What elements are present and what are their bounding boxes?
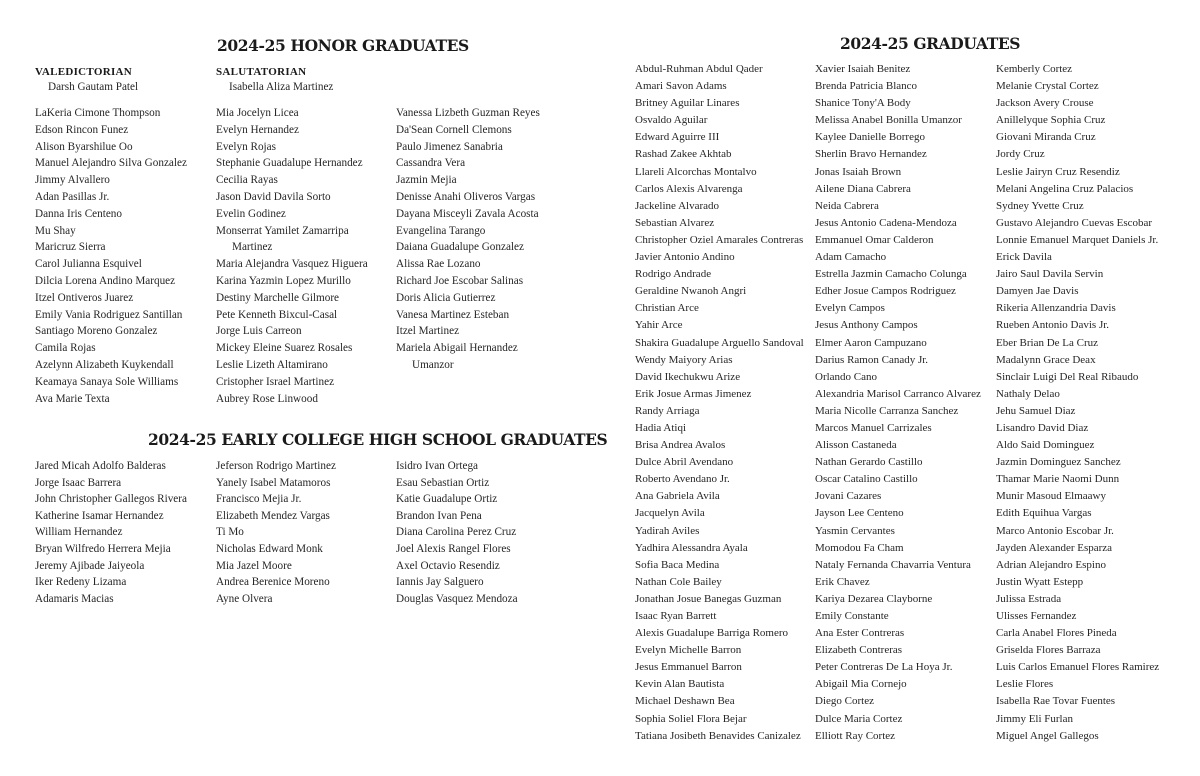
graduate-name: Edson Rincon Funez bbox=[35, 123, 129, 136]
graduate-name: Neida Cabrera bbox=[815, 199, 879, 212]
graduate-name: Camila Rojas bbox=[35, 342, 96, 355]
graduate-name: Douglas Vasquez Mendoza bbox=[396, 592, 518, 605]
graduate-name: David Ikechukwu Arize bbox=[635, 370, 741, 383]
graduate-name: Shanice Tony'A Body bbox=[815, 97, 911, 110]
graduate-name: Nathan Cole Bailey bbox=[635, 575, 722, 588]
graduate-name: Jeferson Rodrigo Martinez bbox=[216, 460, 336, 472]
graduate-name: Katie Guadalupe Ortiz bbox=[396, 493, 498, 506]
graduate-name: Dulce Maria Cortez bbox=[815, 712, 903, 725]
graduate-name: Estrella Jazmin Camacho Colunga bbox=[815, 268, 967, 281]
graduate-name: Evelyn Campos bbox=[815, 302, 885, 315]
graduate-name: Ayne Olvera bbox=[216, 592, 273, 605]
graduate-name: Pete Kenneth Bixcul-Casal bbox=[216, 308, 338, 321]
graduate-name: William Hernandez bbox=[35, 526, 123, 539]
graduate-name: Adamaris Macias bbox=[35, 592, 114, 605]
graduate-name: Diego Cortez bbox=[815, 695, 874, 708]
graduate-name: Jackson Avery Crouse bbox=[996, 97, 1094, 110]
graduate-name: Geraldine Nwanoh Angri bbox=[635, 285, 747, 298]
graduate-name: Katherine Isamar Hernandez bbox=[35, 509, 164, 522]
graduate-name: Gustavo Alejandro Cuevas Escobar bbox=[996, 216, 1153, 229]
early-college-list-column-1 bbox=[35, 458, 187, 607]
graduate-name: Aldo Said Dominguez bbox=[996, 439, 1095, 452]
graduate-name: Azelynn Alizabeth Kuykendall bbox=[35, 358, 174, 371]
graduate-name: Nathan Gerardo Castillo bbox=[815, 456, 923, 469]
graduate-name: Rikeria Allenzandria Davis bbox=[996, 302, 1116, 315]
graduate-name: Rodrigo Andrade bbox=[635, 268, 712, 281]
graduate-name: Leslie Lizeth Altamirano bbox=[216, 358, 328, 371]
graduate-name: Erick Davila bbox=[996, 251, 1052, 264]
graduate-name: Justin Wyatt Estepp bbox=[996, 575, 1084, 588]
graduate-name: Axel Octavio Resendiz bbox=[396, 559, 500, 572]
graduate-name: Sinclair Luigi Del Real Ribaudo bbox=[996, 370, 1139, 383]
graduate-name: Brisa Andrea Avalos bbox=[635, 439, 726, 452]
graduate-name: Elizabeth Contreras bbox=[815, 644, 903, 657]
honor-list-column-1 bbox=[35, 105, 187, 407]
graduate-name: Sophia Soliel Flora Bejar bbox=[635, 712, 747, 725]
graduate-name: Jairo Saul Davila Servin bbox=[996, 268, 1104, 281]
graduate-name: Amari Savon Adams bbox=[635, 80, 727, 93]
graduate-name: Martinez bbox=[232, 241, 273, 254]
graduate-name: Yadirah Aviles bbox=[635, 524, 700, 537]
graduate-name: Evelin Godinez bbox=[216, 207, 286, 220]
graduate-name: John Christopher Gallegos Rivera bbox=[35, 493, 187, 506]
graduate-name: Stephanie Guadalupe Hernandez bbox=[216, 157, 363, 170]
graduate-name: Yadhira Alessandra Ayala bbox=[635, 541, 748, 554]
graduate-name: Jacquelyn Avila bbox=[635, 507, 705, 520]
graduate-name: Doris Alicia Gutierrez bbox=[396, 291, 496, 304]
graduate-name: Francisco Mejia Jr. bbox=[216, 493, 302, 506]
graduate-name: Lisandro David Diaz bbox=[996, 421, 1089, 434]
graduate-name: Peter Contreras De La Hoya Jr. bbox=[815, 661, 953, 674]
graduate-name: Evelyn Rojas bbox=[216, 140, 276, 153]
graduate-name: Jayson Lee Centeno bbox=[815, 507, 904, 520]
graduate-name: Jimmy Alvallero bbox=[35, 174, 110, 187]
graduate-name: Kevin Alan Bautista bbox=[635, 678, 725, 691]
graduate-name: Kaylee Danielle Borrego bbox=[815, 131, 925, 144]
graduate-name: Giovani Miranda Cruz bbox=[996, 131, 1096, 144]
graduate-name: Ailene Diana Cabrera bbox=[815, 182, 911, 195]
graduate-name: Jehu Samuel Diaz bbox=[996, 404, 1076, 417]
graduate-name: Eber Brian De La Cruz bbox=[996, 336, 1099, 349]
graduate-name: Marco Antonio Escobar Jr. bbox=[996, 524, 1114, 537]
graduate-name: Edward Aguirre III bbox=[635, 131, 720, 144]
graduate-name: Sofia Baca Medina bbox=[635, 558, 720, 571]
graduate-name: Lonnie Emanuel Marquet Daniels Jr. bbox=[996, 233, 1159, 246]
graduate-name: Xavier Isaiah Benitez bbox=[815, 63, 911, 75]
graduate-name: Jazmin Dominguez Sanchez bbox=[996, 456, 1121, 469]
graduate-name: Ana Ester Contreras bbox=[815, 627, 905, 640]
honor-list-column-2 bbox=[216, 105, 368, 407]
graduate-name: Marcos Manuel Carrizales bbox=[815, 421, 932, 434]
honor-list-column-3 bbox=[396, 105, 540, 374]
graduate-name: Diana Carolina Perez Cruz bbox=[396, 526, 517, 539]
graduate-name: LaKeria Cimone Thompson bbox=[35, 107, 161, 119]
graduate-name: Emmanuel Omar Calderon bbox=[815, 233, 934, 246]
graduate-name: Isabella Rae Tovar Fuentes bbox=[996, 695, 1116, 708]
graduate-name: Iker Redeny Lizama bbox=[35, 576, 127, 589]
graduate-name: Brandon Ivan Pena bbox=[396, 509, 482, 522]
graduate-name: Jovani Cazares bbox=[815, 490, 882, 503]
graduate-name: Jordy Cruz bbox=[996, 148, 1045, 161]
graduate-name: Aubrey Rose Linwood bbox=[216, 392, 318, 405]
graduate-name: Carla Anabel Flores Pineda bbox=[996, 627, 1117, 640]
graduate-name: Andrea Berenice Moreno bbox=[216, 576, 330, 589]
graduate-name: Santiago Moreno Gonzalez bbox=[35, 325, 158, 338]
graduate-name: Ulisses Fernandez bbox=[996, 610, 1077, 622]
graduate-name: Sherlin Bravo Hernandez bbox=[815, 148, 927, 161]
graduate-name: Abdul-Ruhman Abdul Qader bbox=[635, 63, 763, 75]
graduate-name: Madalynn Grace Deax bbox=[996, 353, 1096, 366]
graduate-name: Jorge Isaac Barrera bbox=[35, 476, 122, 489]
graduate-name: Julissa Estrada bbox=[996, 592, 1062, 605]
graduate-name: Anillelyque Sophia Cruz bbox=[996, 114, 1106, 127]
graduate-name: Leslie Jairyn Cruz Resendiz bbox=[996, 165, 1120, 178]
graduate-name: Adan Pasillas Jr. bbox=[35, 190, 110, 203]
graduate-name: Cecilia Rayas bbox=[216, 174, 278, 187]
graduate-name: Erik Josue Armas Jimenez bbox=[635, 387, 752, 400]
graduate-name: Melani Angelina Cruz Palacios bbox=[996, 182, 1134, 195]
graduate-name: Evelyn Hernandez bbox=[216, 123, 299, 136]
graduate-name: Iannis Jay Salguero bbox=[396, 576, 484, 589]
graduate-name: Nathaly Delao bbox=[996, 387, 1060, 400]
graduate-name: Jonathan Josue Banegas Guzman bbox=[635, 592, 782, 605]
graduate-name: Cristopher Israel Martinez bbox=[216, 375, 335, 388]
graduate-name: Kemberly Cortez bbox=[996, 63, 1073, 75]
graduate-name: Itzel Martinez bbox=[396, 325, 460, 338]
graduate-name: Alexis Guadalupe Barriga Romero bbox=[635, 627, 789, 640]
graduate-name: Vanesa Martinez Esteban bbox=[396, 308, 510, 321]
graduate-name: Isaac Ryan Barrett bbox=[635, 610, 717, 622]
graduate-name: Esau Sebastian Ortiz bbox=[396, 476, 490, 489]
graduate-name: Jesus Emmanuel Barron bbox=[635, 661, 742, 674]
graduate-name: Oscar Catalino Castillo bbox=[815, 473, 918, 486]
graduate-name: Ana Gabriela Avila bbox=[635, 490, 720, 503]
graduates-list-column-1 bbox=[635, 61, 804, 745]
graduate-name: Melissa Anabel Bonilla Umanzor bbox=[815, 114, 962, 127]
graduate-name: Luis Carlos Emanuel Flores Ramirez bbox=[996, 661, 1160, 674]
graduate-name: Cassandra Vera bbox=[396, 157, 466, 170]
graduate-name: Rueben Antonio Davis Jr. bbox=[996, 319, 1110, 332]
graduate-name: Momodou Fa Cham bbox=[815, 541, 904, 554]
honor-graduates-heading: 2024-25 HONOR GRADUATES bbox=[217, 36, 469, 55]
graduate-name: Thamar Marie Naomi Dunn bbox=[996, 473, 1120, 486]
graduate-name: Maricruz Sierra bbox=[35, 241, 106, 254]
graduate-name: Nicholas Edward Monk bbox=[216, 542, 323, 555]
graduate-name: Roberto Avendano Jr. bbox=[635, 473, 730, 486]
graduate-name: Carlos Alexis Alvarenga bbox=[635, 182, 743, 195]
graduate-name: Adrian Alejandro Espino bbox=[996, 558, 1106, 571]
graduate-name: Daiana Guadalupe Gonzalez bbox=[396, 241, 524, 254]
graduate-name: Jazmin Mejia bbox=[396, 174, 457, 187]
graduate-name: Miguel Angel Gallegos bbox=[996, 729, 1099, 742]
graduate-name: Osvaldo Aguilar bbox=[635, 114, 708, 127]
graduate-name: Danna Iris Centeno bbox=[35, 207, 122, 220]
graduate-name: Karina Yazmin Lopez Murillo bbox=[216, 274, 351, 287]
graduate-name: Maria Nicolle Carranza Sanchez bbox=[815, 404, 959, 417]
graduate-name: Edith Equihua Vargas bbox=[996, 507, 1092, 520]
graduate-name: Melanie Crystal Cortez bbox=[996, 80, 1099, 93]
graduate-name: Alexandria Marisol Carranco Alvarez bbox=[815, 387, 981, 400]
salutatorian-name: Isabella Aliza Martinez bbox=[229, 81, 334, 93]
graduate-name: Christian Arce bbox=[635, 302, 699, 315]
graduate-name: Alissa Rae Lozano bbox=[396, 258, 481, 271]
graduate-name: Michael Deshawn Bea bbox=[635, 695, 735, 708]
graduate-name: Griselda Flores Barraza bbox=[996, 644, 1101, 657]
graduate-name: Shakira Guadalupe Arguello Sandoval bbox=[635, 336, 804, 349]
early-college-heading: 2024-25 EARLY COLLEGE HIGH SCHOOL GRADUATES bbox=[148, 430, 608, 449]
salutatorian-label: SALUTATORIAN bbox=[216, 66, 307, 78]
graduate-name: Jeremy Ajibade Jaiyeola bbox=[35, 559, 145, 572]
graduate-name: Elizabeth Mendez Vargas bbox=[216, 509, 330, 522]
graduate-name: Alisson Castaneda bbox=[815, 439, 897, 452]
graduate-name: Jackeline Alvarado bbox=[635, 199, 719, 212]
graduate-name: Itzel Ontiveros Juarez bbox=[35, 291, 134, 304]
valedictorian-label: VALEDICTORIAN bbox=[35, 66, 133, 78]
graduate-name: Kariya Dezarea Clayborne bbox=[815, 592, 933, 605]
graduate-name: Erik Chavez bbox=[815, 575, 870, 588]
graduate-name: Dulce Abril Avendano bbox=[635, 456, 734, 469]
graduate-name: Jason David Davila Sorto bbox=[216, 190, 331, 203]
graduate-name: Sebastian Alvarez bbox=[635, 216, 715, 229]
graduate-name: Bryan Wilfredo Herrera Mejia bbox=[35, 542, 171, 555]
graduate-name: Dayana Misceyli Zavala Acosta bbox=[396, 207, 539, 220]
graduate-name: Denisse Anahi Oliveros Vargas bbox=[396, 190, 536, 203]
graduate-name: Jesus Anthony Campos bbox=[815, 319, 918, 332]
graduate-name: Tatiana Josibeth Benavides Canizalez bbox=[635, 729, 801, 742]
graduate-name: Evelyn Michelle Barron bbox=[635, 644, 742, 657]
graduate-name: Keamaya Sanaya Sole Williams bbox=[35, 375, 179, 388]
graduate-name: Brenda Patricia Blanco bbox=[815, 80, 918, 93]
graduates-heading: 2024-25 GRADUATES bbox=[840, 34, 1021, 53]
graduate-name: Jorge Luis Carreon bbox=[216, 325, 302, 338]
graduate-name: Mia Jazel Moore bbox=[216, 559, 292, 572]
graduate-name: Jayden Alexander Esparza bbox=[996, 541, 1113, 554]
graduate-name: Mu Shay bbox=[35, 224, 76, 237]
graduate-name: Paulo Jimenez Sanabria bbox=[396, 140, 503, 153]
graduate-name: Elmer Aaron Campuzano bbox=[815, 336, 927, 349]
graduate-name: Javier Antonio Andino bbox=[635, 251, 735, 264]
graduate-name: Elliott Ray Cortez bbox=[815, 729, 896, 742]
graduate-name: Umanzor bbox=[412, 358, 454, 371]
graduate-name: Evangelina Tarango bbox=[396, 224, 486, 237]
graduate-name: Richard Joe Escobar Salinas bbox=[396, 274, 524, 287]
graduate-name: Llareli Alcorchas Montalvo bbox=[635, 165, 757, 178]
graduate-name: Jonas Isaiah Brown bbox=[815, 165, 902, 178]
graduate-name: Yanely Isabel Matamoros bbox=[216, 476, 331, 489]
graduate-name: Jesus Antonio Cadena-Mendoza bbox=[815, 216, 957, 229]
graduate-name: Monserrat Yamilet Zamarripa bbox=[216, 224, 349, 237]
graduate-name: Hadia Atiqi bbox=[635, 421, 687, 434]
graduate-name: Munir Masoud Elmaawy bbox=[996, 490, 1106, 503]
graduate-name: Jared Micah Adolfo Balderas bbox=[35, 460, 166, 472]
graduate-name: Alison Byarshilue Oo bbox=[35, 140, 133, 153]
graduates-list-column-3 bbox=[996, 61, 1159, 745]
graduate-name: Sydney Yvette Cruz bbox=[996, 199, 1084, 212]
graduate-name: Yasmin Cervantes bbox=[815, 524, 895, 537]
graduate-name: Destiny Marchelle Gilmore bbox=[216, 291, 340, 304]
early-college-list-column-3 bbox=[396, 458, 518, 607]
graduate-name: Randy Arriaga bbox=[635, 404, 700, 417]
graduate-name: Dilcia Lorena Andino Marquez bbox=[35, 274, 176, 287]
graduate-name: Darius Ramon Canady Jr. bbox=[815, 353, 929, 366]
graduate-name: Nataly Fernanda Chavarria Ventura bbox=[815, 558, 971, 571]
graduate-name: Mia Jocelyn Licea bbox=[216, 107, 299, 119]
graduate-name: Rashad Zakee Akhtab bbox=[635, 148, 732, 161]
graduate-name: Christopher Oziel Amarales Contreras bbox=[635, 233, 804, 246]
graduate-name: Da'Sean Cornell Clemons bbox=[396, 123, 512, 136]
graduate-name: Joel Alexis Rangel Flores bbox=[396, 542, 511, 555]
graduates-list-column-2 bbox=[815, 61, 981, 745]
graduate-name: Manuel Alejandro Silva Gonzalez bbox=[35, 157, 187, 170]
graduate-name: Orlando Cano bbox=[815, 370, 878, 383]
early-college-list-column-2 bbox=[216, 458, 336, 607]
graduate-name: Ava Marie Texta bbox=[35, 392, 110, 405]
graduate-name: Mickey Eleine Suarez Rosales bbox=[216, 342, 353, 355]
graduate-name: Isidro Ivan Ortega bbox=[396, 460, 479, 472]
graduate-name: Emily Constante bbox=[815, 610, 889, 622]
graduate-name: Britney Aguilar Linares bbox=[635, 97, 740, 110]
graduate-name: Vanessa Lizbeth Guzman Reyes bbox=[396, 107, 540, 119]
graduate-name: Mariela Abigail Hernandez bbox=[396, 342, 518, 355]
graduate-name: Jimmy Eli Furlan bbox=[996, 712, 1073, 725]
graduate-name: Ti Mo bbox=[216, 526, 244, 539]
graduate-name: Carol Julianna Esquivel bbox=[35, 258, 142, 271]
graduate-name: Maria Alejandra Vasquez Higuera bbox=[216, 258, 368, 271]
graduate-name: Emily Vania Rodriguez Santillan bbox=[35, 308, 183, 321]
graduate-name: Wendy Maiyory Arias bbox=[635, 353, 733, 366]
graduate-name: Adam Camacho bbox=[815, 251, 887, 264]
graduate-name: Leslie Flores bbox=[996, 678, 1054, 691]
graduate-name: Abigail Mia Cornejo bbox=[815, 678, 907, 691]
graduate-name: Edher Josue Campos Rodriguez bbox=[815, 285, 956, 298]
graduate-name: Yahir Arce bbox=[635, 319, 683, 332]
valedictorian-name: Darsh Gautam Patel bbox=[48, 81, 139, 93]
graduate-name: Damyen Jae Davis bbox=[996, 285, 1079, 298]
